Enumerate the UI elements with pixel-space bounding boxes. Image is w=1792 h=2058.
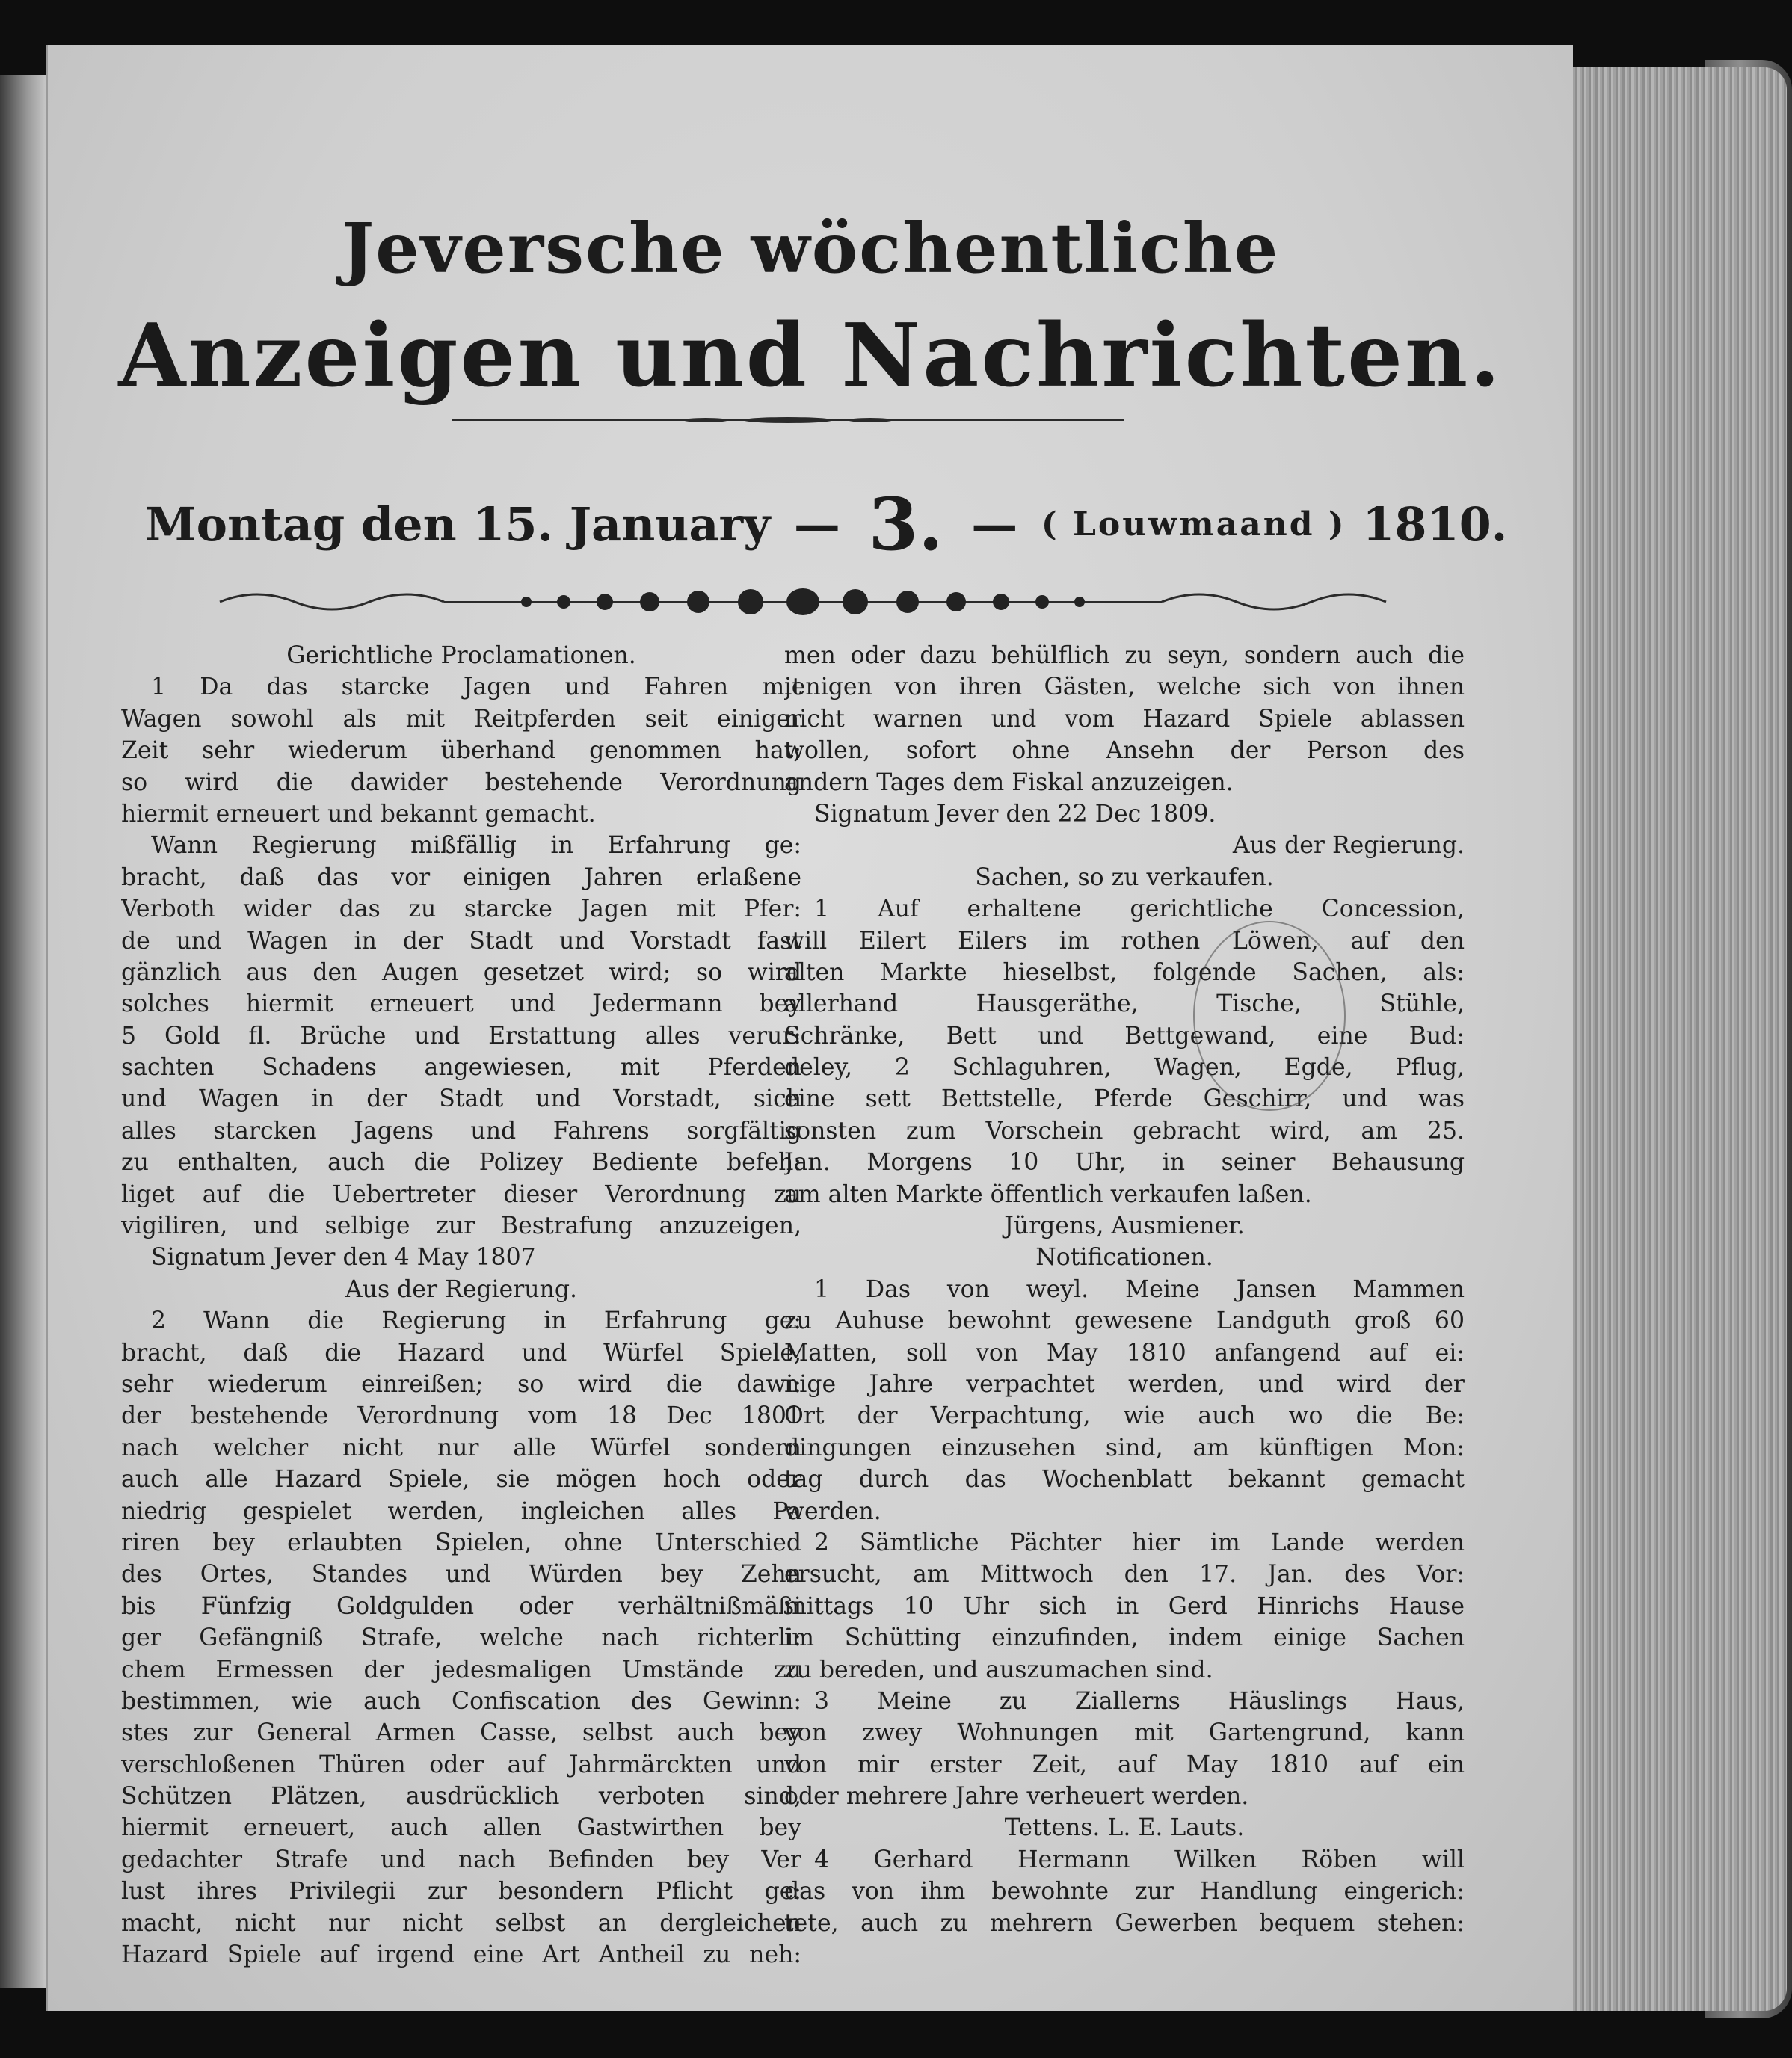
left-column-line: zu enthalten, auch die Polizey Bediente befeh:: [121, 1149, 801, 1177]
right-column-line: deley, 2 Schlaguhren, Wagen, Egde, Pflug,: [784, 1054, 1465, 1082]
left-column-line: Schützen Plätzen, ausdrücklich verboten sind,: [121, 1783, 801, 1811]
left-column-line: macht, nicht nur nicht selbst an dergleichen: [121, 1909, 801, 1937]
right-column-line: 4 Gerhard Hermann Wilken Röben will: [814, 1846, 1465, 1873]
left-column-line: Aus der Regierung.: [345, 1275, 578, 1303]
left-column-line: lust ihres Privilegii zur besondern Pflicht ge:: [121, 1878, 801, 1906]
left-column-line: liget auf die Uebertreter dieser Verordnung zu: [121, 1180, 801, 1208]
left-column-line: auch alle Hazard Spiele, sie mögen hoch oder: [121, 1466, 801, 1494]
left-column-line: des Ortes, Standes und Würden bey Zehn: [121, 1561, 801, 1589]
left-column-line: gänzlich aus den Augen gesetzet wird; so wird: [121, 958, 801, 986]
left-column-line: niedrig gespielet werden, ingleichen alles Pa: [121, 1497, 801, 1525]
right-column-line: mittags 10 Uhr sich in Gerd Hinrichs Hause: [784, 1592, 1465, 1620]
right-column-line: dingungen einzusehen sind, am künftigen Mon:: [784, 1434, 1465, 1461]
right-column-line: von mir erster Zeit, auf May 1810 auf ein: [784, 1751, 1465, 1778]
right-column-line: sonsten zum Vorschein gebracht wird, am 25.: [784, 1117, 1465, 1144]
right-column-line: tete, auch zu mehrern Gewerben bequem stehen:: [784, 1909, 1465, 1937]
dateline-dash-1: —: [793, 497, 840, 552]
right-column-line: Jan. Morgens 10 Uhr, in seiner Behausung: [784, 1149, 1465, 1177]
left-column-line: alles starcken Jagens und Fahrens sorgfältig: [121, 1117, 801, 1144]
right-column-line: werden.: [784, 1497, 881, 1525]
right-column-line: nige Jahre verpachtet werden, und wird der: [784, 1370, 1465, 1398]
right-column-line: Signatum Jever den 22 Dec 1809.: [814, 800, 1216, 828]
right-column-line: Tettens. L. E. Lauts.: [1004, 1814, 1245, 1842]
left-column-line: hiermit erneuert und bekannt gemacht.: [121, 800, 596, 828]
right-column-line: jenigen von ihren Gästen, welche sich von ihnen: [784, 674, 1465, 701]
right-column-line: Sachen, so zu verkaufen.: [975, 863, 1274, 891]
right-column-line: 1 Das von weyl. Meine Jansen Mammen: [814, 1275, 1465, 1303]
left-column-line: sachten Schadens angewiesen, mit Pferden: [121, 1054, 801, 1082]
right-column-line: am alten Markte öffentlich verkaufen laßen.: [784, 1180, 1312, 1208]
right-column-line: wollen, sofort ohne Ansehn der Person des: [784, 737, 1465, 765]
left-column-line: Wagen sowohl als mit Reitpferden seit einiger: [121, 705, 801, 733]
left-column-line: 2 Wann die Regierung in Erfahrung ge:: [151, 1307, 801, 1335]
left-column-line: riren bey erlaubten Spielen, ohne Unterschied: [121, 1529, 801, 1556]
ornamental-rule-beaded: [212, 579, 1394, 624]
right-column-line: oder mehrere Jahre verheuert werden.: [784, 1783, 1249, 1811]
left-column-line: Gerichtliche Proclamationen.: [286, 642, 636, 669]
dateline-day: Montag den 15. January: [145, 497, 771, 552]
right-column-line: Schränke, Bett und Bettgewand, eine Bud:: [784, 1022, 1465, 1050]
right-column-line: zu Auhuse bewohnt gewesene Landguth groß 60: [784, 1307, 1465, 1335]
left-column-line: Signatum Jever den 4 May 1807: [151, 1244, 536, 1272]
left-column-line: 1 Da das starcke Jagen und Fahren mit: [151, 674, 801, 701]
left-column-line: vigiliren, und selbige zur Bestrafung anzuzeigen,: [121, 1213, 801, 1240]
ornamental-rule-top: [452, 417, 1124, 423]
right-column-line: 1 Auf erhaltene gerichtliche Concession,: [814, 896, 1465, 923]
right-column-line: von zwey Wohnungen mit Gartengrund, kann: [784, 1719, 1465, 1747]
left-column-line: sehr wiederum einreißen; so wird die dawi:: [121, 1370, 801, 1398]
right-column-line: andern Tages dem Fiskal anzuzeigen.: [784, 768, 1234, 796]
right-column-line: 2 Sämtliche Pächter hier im Lande werden: [814, 1529, 1465, 1556]
right-column-line: Aus der Regierung.: [1232, 832, 1465, 860]
right-column-line: 3 Meine zu Ziallerns Häuslings Haus,: [814, 1687, 1465, 1715]
right-column: [784, 640, 1465, 1939]
right-column-line: allerhand Hausgeräthe, Tische, Stühle,: [784, 991, 1465, 1018]
right-column-line: das von ihm bewohnte zur Handlung eingerich:: [784, 1878, 1465, 1906]
left-column-line: ger Gefängniß Strafe, welche nach richterli:: [121, 1624, 801, 1652]
issue-number: 3.: [868, 482, 943, 567]
dateline-dash-2: —: [971, 497, 1018, 552]
left-column-line: bestimmen, wie auch Confiscation des Gewinn:: [121, 1687, 801, 1715]
left-column-line: nach welcher nicht nur alle Würfel sondern: [121, 1434, 801, 1461]
previous-page-edge: [0, 75, 46, 1988]
left-column-line: hiermit erneuert, auch allen Gastwirthen bey: [121, 1814, 801, 1842]
right-column-line: Notificationen.: [1035, 1244, 1213, 1272]
right-column-line: Ort der Verpachtung, wie auch wo die Be:: [784, 1402, 1465, 1430]
right-column-line: Jürgens, Ausmiener.: [1004, 1213, 1245, 1240]
left-column-line: de und Wagen in der Stadt und Vorstadt fast: [121, 927, 801, 955]
left-column-line: stes zur General Armen Casse, selbst auch bey: [121, 1719, 801, 1747]
right-column-line: nicht warnen und vom Hazard Spiele ablassen: [784, 705, 1465, 733]
right-column-line: tag durch das Wochenblatt bekannt gemacht: [784, 1466, 1465, 1494]
right-column-line: eine sett Bettstelle, Pferde Geschirr, und was: [784, 1085, 1465, 1113]
left-column-line: und Wagen in der Stadt und Vorstadt, sich: [121, 1085, 801, 1113]
left-column-line: Wann Regierung mißfällig in Erfahrung ge:: [151, 832, 801, 860]
dateline-month-local: ( Louwmaand ): [1041, 505, 1346, 543]
right-column-line: men oder dazu behülflich zu seyn, sondern auch die: [784, 642, 1465, 669]
right-column-line: ersucht, am Mittwoch den 17. Jan. des Vor:: [784, 1561, 1465, 1589]
right-column-line: Matten, soll von May 1810 anfangend auf ei:: [784, 1339, 1465, 1367]
left-column-line: bis Fünfzig Goldgulden oder verhältnißmäßi: [121, 1592, 801, 1620]
library-stamp-outline: [1193, 921, 1346, 1111]
left-column-line: verschloßenen Thüren oder auf Jahrmärckten und: [121, 1751, 801, 1778]
left-column-line: solches hiermit erneuert und Jedermann bey: [121, 991, 801, 1018]
left-column-line: der bestehende Verordnung vom 18 Dec 1801: [121, 1402, 801, 1430]
left-column-line: 5 Gold fl. Brüche und Erstattung alles verur:: [121, 1022, 801, 1050]
left-column-line: Verboth wider das zu starcke Jagen mit Pfer:: [121, 896, 801, 923]
right-column-line: alten Markte hieselbst, folgende Sachen, als:: [784, 958, 1465, 986]
masthead-line-1: Jeversche wöchentliche: [341, 208, 1280, 289]
left-column: [121, 640, 801, 1971]
left-column-line: Zeit sehr wiederum überhand genommen hat;: [121, 737, 801, 765]
right-column-line: zu bereden, und auszumachen sind.: [784, 1656, 1213, 1683]
left-column-line: bracht, daß das vor einigen Jahren erlaßene: [121, 863, 801, 891]
left-column-line: Hazard Spiele auf irgend eine Art Antheil zu neh:: [121, 1941, 801, 1969]
left-column-line: gedachter Strafe und nach Befinden bey Ver: [121, 1846, 801, 1873]
dateline-year: 1810.: [1362, 497, 1508, 552]
newspaper-page: [46, 45, 1573, 2011]
issue-dateline: [145, 482, 1506, 572]
right-column-line: im Schütting einzufinden, indem einige Sachen: [784, 1624, 1465, 1652]
left-column-line: chem Ermessen der jedesmaligen Umstände zu: [121, 1656, 801, 1683]
masthead-line-2: Anzeigen und Nachrichten.: [118, 305, 1503, 407]
left-column-line: so wird die dawider bestehende Verordnung: [121, 768, 801, 796]
left-column-line: bracht, daß die Hazard und Würfel Spiele,: [121, 1339, 801, 1367]
right-column-line: will Eilert Eilers im rothen Löwen, auf den: [784, 927, 1465, 955]
page-edges: [1555, 67, 1787, 2011]
